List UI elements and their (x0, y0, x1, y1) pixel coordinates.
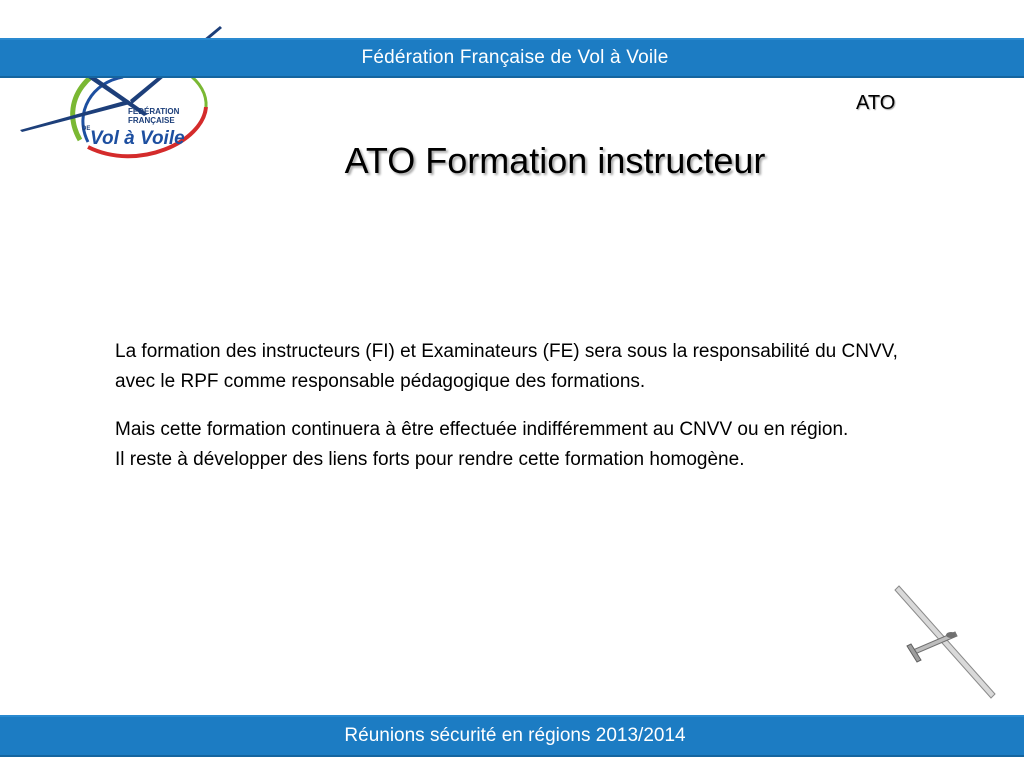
paragraph: La formation des instructeurs (FI) et Examinateurs (FE) sera sous la responsabilité du CNVV, avec le RPF comme responsable pédagogique des formations. (115, 341, 898, 392)
slide-title: ATO Formation instructeur (344, 140, 766, 181)
footer-text: Réunions sécurité en régions 2013/2014 (344, 725, 686, 746)
header-bar (0, 38, 1024, 78)
logo-brand: Vol à Voile (90, 128, 185, 149)
logo-prefix: DE (82, 126, 91, 132)
glider-icon (893, 582, 1003, 702)
logo-line2: FRANÇAISE (128, 116, 175, 125)
section-tag: ATO (856, 92, 896, 114)
paragraph: Mais cette formation continuera à être effectuée indifféremment au CNVV ou en région. (115, 419, 849, 440)
header-title: Fédération Française de Vol à Voile (361, 47, 669, 68)
logo-line1: FÉDÉRATION (128, 107, 180, 116)
footer-bar (0, 715, 1024, 757)
paragraph: Il reste à développer des liens forts pour rendre cette formation homogène. (115, 449, 745, 470)
slide-body (115, 337, 935, 493)
